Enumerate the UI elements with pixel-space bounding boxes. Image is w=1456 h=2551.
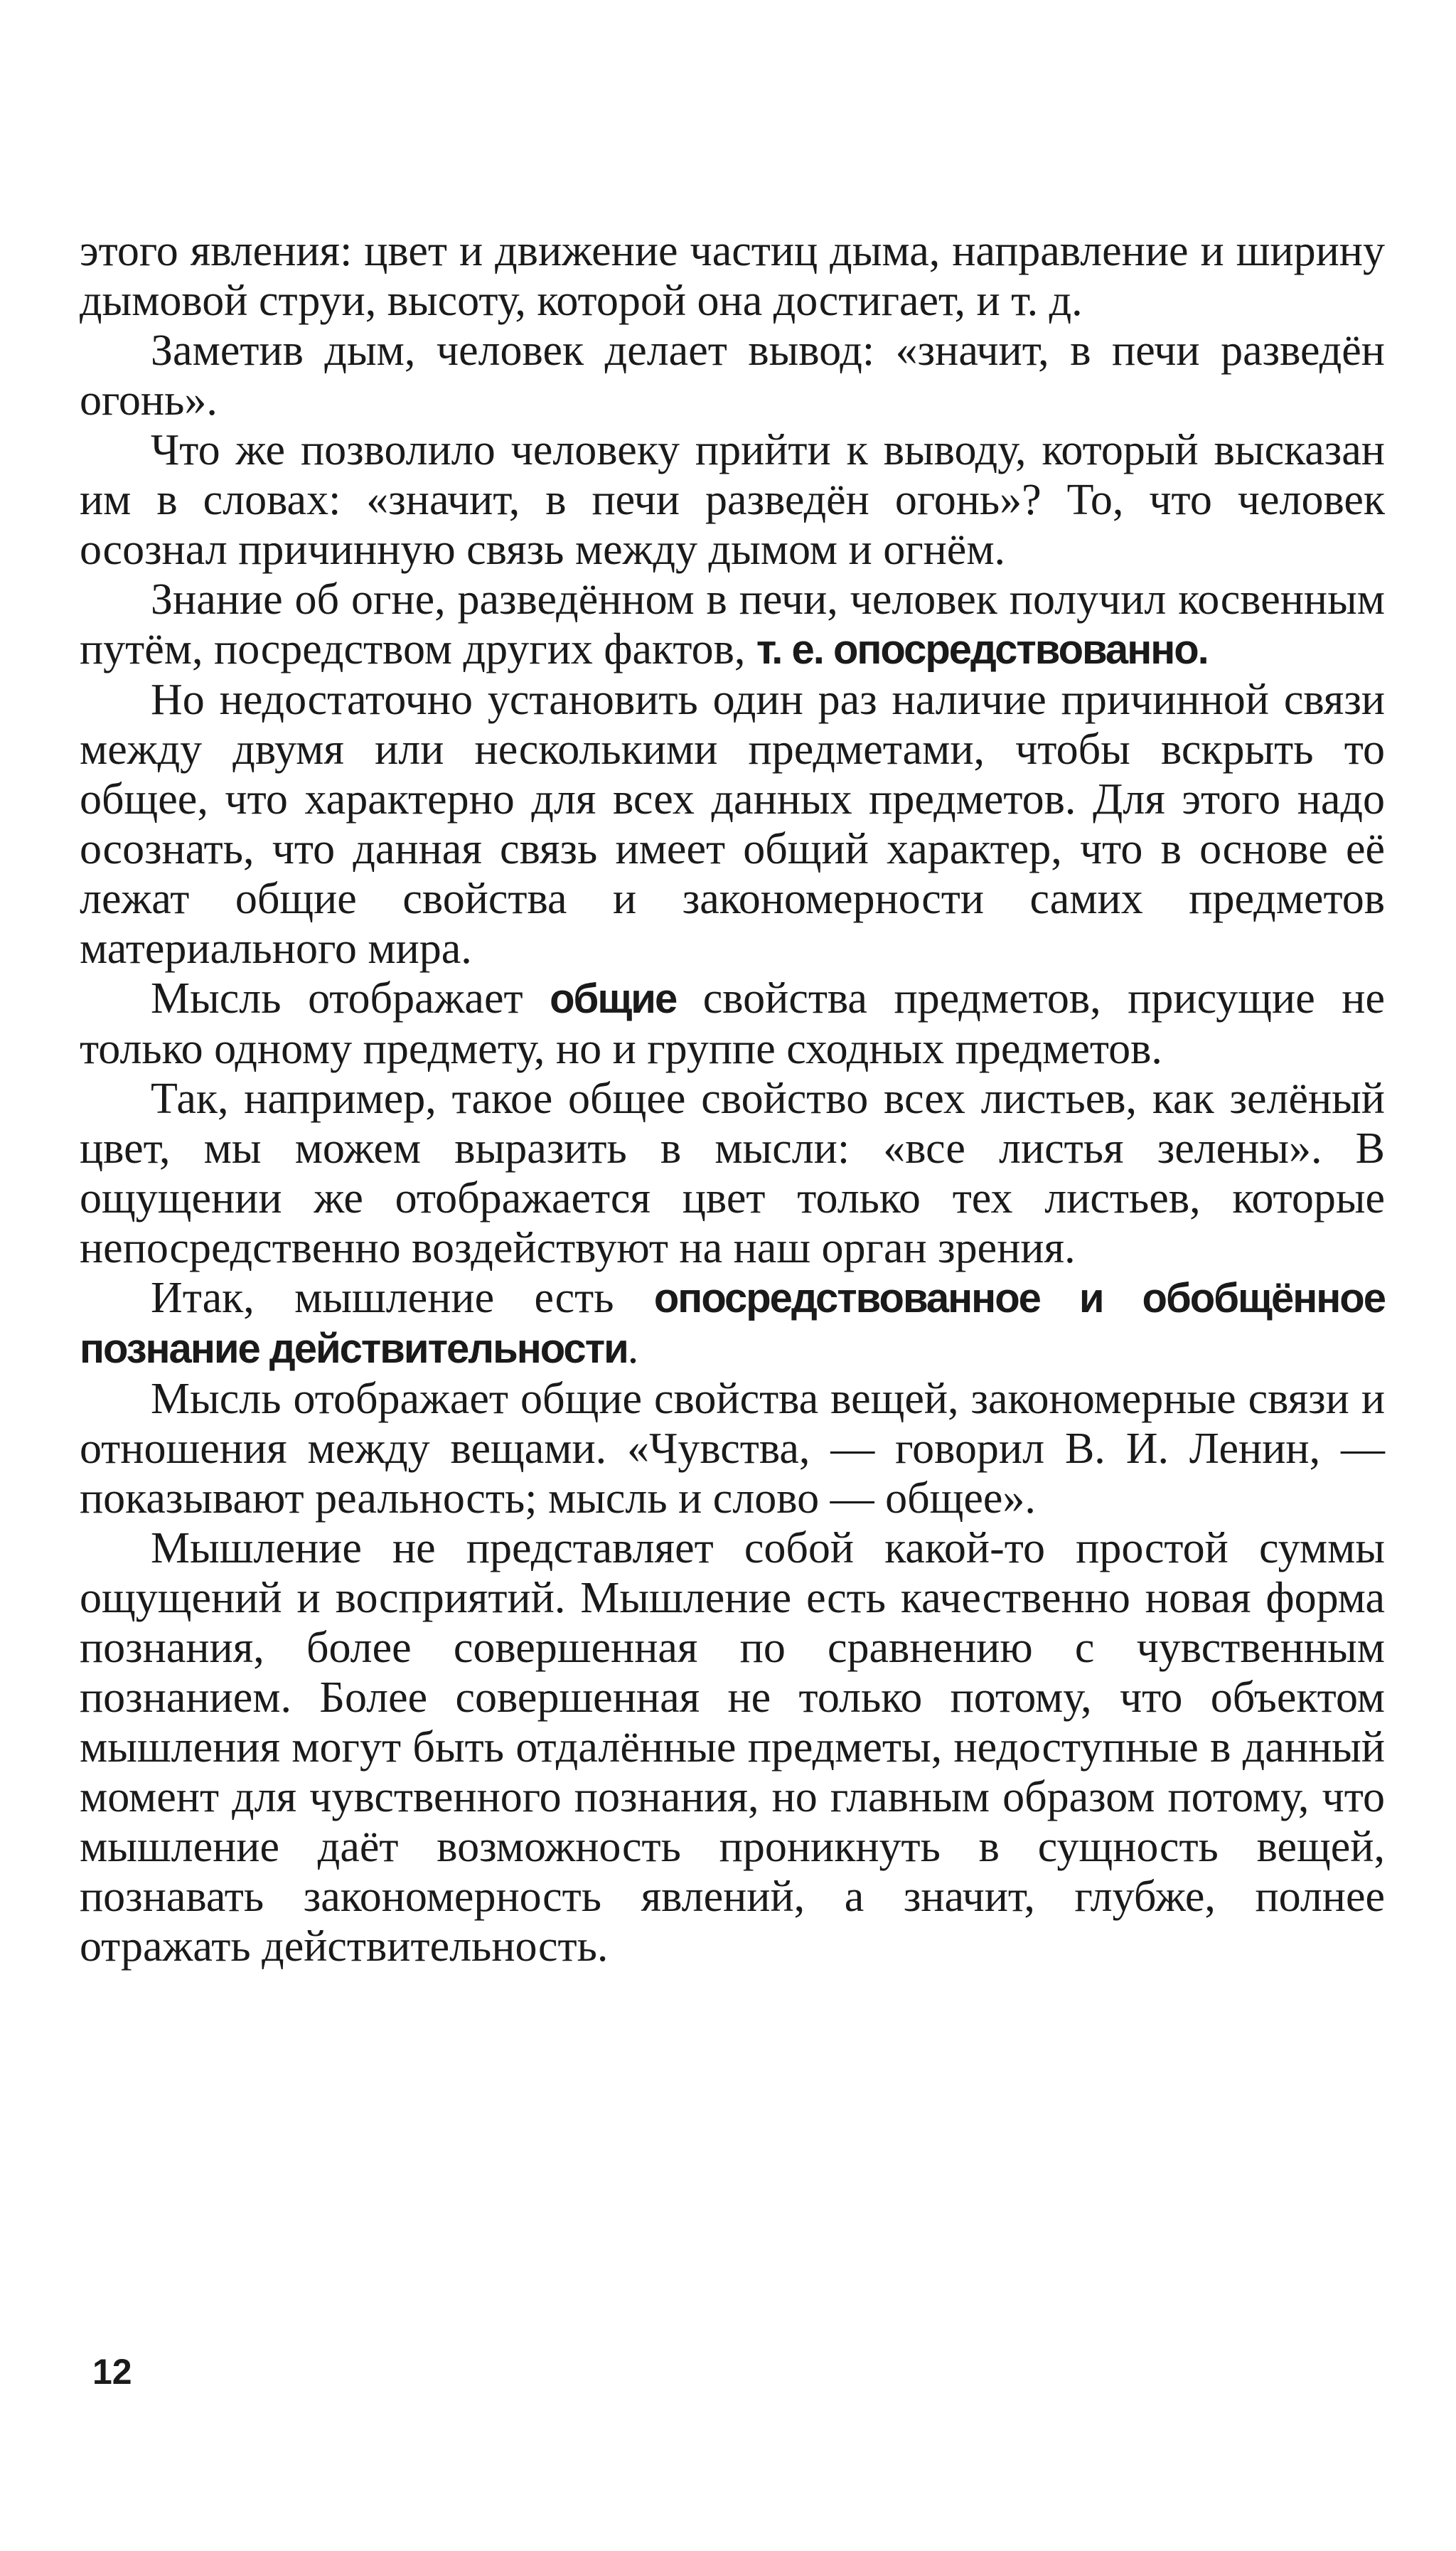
paragraph-text: Заметив дым, человек делает вывод: «значит, в печи разведён огонь».	[80, 326, 1385, 425]
paragraph-text: Мышление не представляет собой какой-то простой суммы ощущений и восприятий. Мышление есть качественно новая форма познания, более совершенная по сравнению с чувственным познанием. Более совершенная не только потому, что объектом мышления могут быть отдалённые предметы, недоступные в данный момент для чувственного познания, но главным образом потому, что мышление даёт возможность проникнуть в сущность вещей, познавать закономерность явлений, а значит, глубже, полнее отражать действительность.	[80, 1524, 1385, 1971]
paragraph-text: Но недостаточно установить один раз наличие причинной связи между двумя или несколькими предметами, чтобы вскрыть то общее, что характерно для всех данных предметов. Для этого надо осознать, что данная связь имеет общий характер, что в основе её лежат общие свойства и закономерности самих предметов материального мира.	[80, 676, 1385, 973]
paragraph	[80, 575, 1385, 675]
paragraph	[80, 425, 1385, 575]
emphasis-text: т. е. опосредствованно.	[756, 627, 1208, 673]
paragraph-text: Итак, мышление есть	[151, 1274, 654, 1322]
paragraph	[80, 974, 1385, 1074]
paragraph	[80, 1273, 1385, 1374]
paragraph-text: свойства предметов, присущие не только одному предмету, но и группе сходных предметов.	[80, 974, 1385, 1073]
paragraph-text: Что же позволило человеку прийти к выводу, который высказан им в словах: «значит, в печи разведён огонь»? То, что человек осознал причинную связь между дымом и огнём.	[80, 426, 1385, 574]
page-number: 12	[92, 2352, 132, 2392]
paragraph	[80, 326, 1385, 425]
paragraph-text: Знание об огне, разведённом в печи, человек получил косвенным путём, посредством других фактов,	[80, 575, 1385, 673]
paragraph	[80, 1523, 1385, 1971]
paragraph	[80, 226, 1385, 326]
paragraph-text: Так, например, такое общее свойство всех листьев, как зелёный цвет, мы можем выразить в мысли: «все листья зелены». В ощущении же отображается цвет только тех листьев, которые непосредственно воздействуют на наш орган зрения.	[80, 1075, 1385, 1272]
emphasis-text: опосредствованное и обобщённое познание действительности	[80, 1275, 1385, 1372]
paragraph	[80, 675, 1385, 974]
paragraph	[80, 1374, 1385, 1523]
paragraph-text: Мысль отображает общие свойства вещей, закономерные связи и отношения между вещами. «Чувства, — говорил В. И. Ленин, — показывают реальность; мысль и слово — общее».	[80, 1375, 1385, 1523]
paragraph-text: .	[627, 1324, 639, 1373]
paragraph	[80, 1074, 1385, 1273]
paragraph-text: Мысль отображает	[151, 974, 550, 1023]
page-body	[80, 226, 1385, 1971]
paragraph-text: этого явления: цвет и движение частиц дыма, направление и ширину дымовой струи, высоту, которой она достигает, и т. д.	[80, 227, 1385, 325]
emphasis-text: общие	[550, 976, 677, 1022]
